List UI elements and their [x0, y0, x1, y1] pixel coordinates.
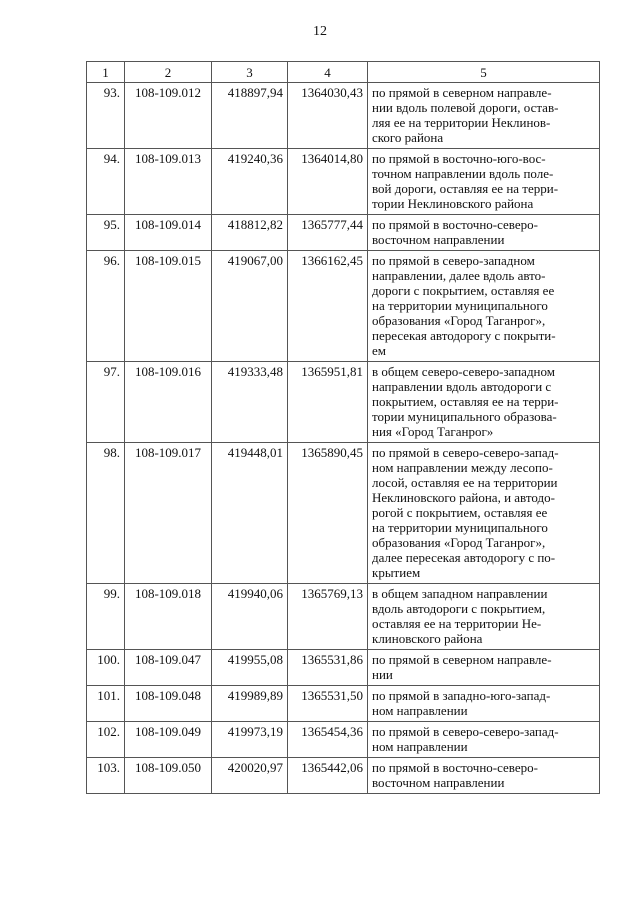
- row-number: 99.: [87, 584, 125, 650]
- description-line: нии вдоль полевой дороги, остав-: [372, 100, 559, 115]
- table-row: [87, 686, 600, 722]
- description-line: тории муниципального образова-: [372, 409, 557, 424]
- row-number: 103.: [87, 758, 125, 794]
- point-code: 108-109.050: [125, 758, 212, 794]
- description-line: образования «Город Таганрог»,: [372, 535, 546, 550]
- description-line: клиновского района: [372, 631, 483, 646]
- coordinate-x: 418812,82: [212, 215, 288, 251]
- description-line: тории Неклиновского района: [372, 196, 534, 211]
- boundary-description: [368, 584, 600, 650]
- coordinate-x: 419989,89: [212, 686, 288, 722]
- table-row: [87, 443, 600, 584]
- description-line: оставляя ее на территории Не-: [372, 616, 542, 631]
- coordinate-x: 419333,48: [212, 362, 288, 443]
- point-code: 108-109.047: [125, 650, 212, 686]
- table-header-row: [87, 62, 600, 83]
- description-line: крытием: [372, 565, 421, 580]
- description-line: в общем западном направлении: [372, 586, 548, 601]
- table-row: [87, 149, 600, 215]
- boundary-description: [368, 362, 600, 443]
- coordinate-x: 419448,01: [212, 443, 288, 584]
- point-code: 108-109.048: [125, 686, 212, 722]
- row-number: 94.: [87, 149, 125, 215]
- description-line: ния «Город Таганрог»: [372, 424, 494, 439]
- description-line: по прямой в северо-северо-запад-: [372, 445, 559, 460]
- description-line: направлении вдоль автодороги с: [372, 379, 552, 394]
- description-line: в общем северо-северо-западном: [372, 364, 555, 379]
- description-line: ном направлении между лесопо-: [372, 460, 553, 475]
- description-line: ном направлении: [372, 703, 468, 718]
- description-line: по прямой в северном направле-: [372, 85, 552, 100]
- coordinate-x: 419955,08: [212, 650, 288, 686]
- table-row: [87, 650, 600, 686]
- description-line: восточном направлении: [372, 232, 505, 247]
- boundary-description: [368, 83, 600, 149]
- row-number: 97.: [87, 362, 125, 443]
- column-header-number: 1: [87, 62, 125, 83]
- coordinate-x: 418897,94: [212, 83, 288, 149]
- description-line: рогой с покрытием, оставляя ее: [372, 505, 548, 520]
- description-line: по прямой в северном направле-: [372, 652, 552, 667]
- description-line: вой дороги, оставляя ее на терри-: [372, 181, 559, 196]
- boundary-description: [368, 251, 600, 362]
- boundary-points-table: [86, 61, 600, 794]
- description-line: по прямой в восточно-юго-вос-: [372, 151, 546, 166]
- boundary-description: [368, 443, 600, 584]
- row-number: 96.: [87, 251, 125, 362]
- coordinate-y: 1366162,45: [288, 251, 368, 362]
- row-number: 101.: [87, 686, 125, 722]
- description-line: лосой, оставляя ее на территории: [372, 475, 558, 490]
- boundary-description: [368, 722, 600, 758]
- point-code: 108-109.014: [125, 215, 212, 251]
- row-number: 100.: [87, 650, 125, 686]
- page-number: 12: [313, 24, 327, 39]
- description-line: направлении, далее вдоль авто-: [372, 268, 546, 283]
- description-line: на территории муниципального: [372, 520, 548, 535]
- point-code: 108-109.017: [125, 443, 212, 584]
- description-line: далее пересекая автодорогу с по-: [372, 550, 556, 565]
- description-line: нии: [372, 667, 393, 682]
- boundary-description: [368, 149, 600, 215]
- coordinate-y: 1365442,06: [288, 758, 368, 794]
- description-line: по прямой в северо-западном: [372, 253, 535, 268]
- description-line: по прямой в восточно-северо-: [372, 760, 538, 775]
- coordinate-y: 1365951,81: [288, 362, 368, 443]
- point-code: 108-109.013: [125, 149, 212, 215]
- description-line: дороги с покрытием, оставляя ее: [372, 283, 555, 298]
- point-code: 108-109.049: [125, 722, 212, 758]
- description-line: покрытием, оставляя ее на терри-: [372, 394, 559, 409]
- row-number: 98.: [87, 443, 125, 584]
- coordinate-x: 419240,36: [212, 149, 288, 215]
- boundary-description: [368, 758, 600, 794]
- table-row: [87, 758, 600, 794]
- coordinate-y: 1365890,45: [288, 443, 368, 584]
- row-number: 95.: [87, 215, 125, 251]
- table-row: [87, 584, 600, 650]
- point-code: 108-109.018: [125, 584, 212, 650]
- description-line: по прямой в северо-северо-запад-: [372, 724, 559, 739]
- description-line: Неклиновского района, и автодо-: [372, 490, 555, 505]
- table-row: [87, 251, 600, 362]
- row-number: 93.: [87, 83, 125, 149]
- coordinate-y: 1365531,86: [288, 650, 368, 686]
- column-header-x: 3: [212, 62, 288, 83]
- coordinate-x: 419067,00: [212, 251, 288, 362]
- description-line: ского района: [372, 130, 444, 145]
- coordinate-x: 419973,19: [212, 722, 288, 758]
- coordinate-y: 1365531,50: [288, 686, 368, 722]
- boundary-description: [368, 650, 600, 686]
- column-header-description: 5: [368, 62, 600, 83]
- coordinate-x: 420020,97: [212, 758, 288, 794]
- row-number: 102.: [87, 722, 125, 758]
- description-line: на территории муниципального: [372, 298, 548, 313]
- description-line: точном направлении вдоль поле-: [372, 166, 554, 181]
- column-header-y: 4: [288, 62, 368, 83]
- boundary-description: [368, 215, 600, 251]
- coordinate-y: 1365769,13: [288, 584, 368, 650]
- description-line: вдоль автодороги с покрытием,: [372, 601, 546, 616]
- description-line: образования «Город Таганрог»,: [372, 313, 546, 328]
- boundary-description: [368, 686, 600, 722]
- description-line: ном направлении: [372, 739, 468, 754]
- description-line: пересекая автодорогу с покрыти-: [372, 328, 556, 343]
- description-line: по прямой в восточно-северо-: [372, 217, 538, 232]
- coordinate-y: 1365777,44: [288, 215, 368, 251]
- column-header-point-code: 2: [125, 62, 212, 83]
- table-row: [87, 215, 600, 251]
- coordinate-y: 1365454,36: [288, 722, 368, 758]
- coordinate-y: 1364014,80: [288, 149, 368, 215]
- point-code: 108-109.012: [125, 83, 212, 149]
- point-code: 108-109.016: [125, 362, 212, 443]
- table-row: [87, 362, 600, 443]
- description-line: по прямой в западно-юго-запад-: [372, 688, 551, 703]
- table-row: [87, 83, 600, 149]
- point-code: 108-109.015: [125, 251, 212, 362]
- table-row: [87, 722, 600, 758]
- description-line: ем: [372, 343, 386, 358]
- coordinate-x: 419940,06: [212, 584, 288, 650]
- description-line: ляя ее на территории Неклинов-: [372, 115, 551, 130]
- description-line: восточном направлении: [372, 775, 505, 790]
- coordinate-y: 1364030,43: [288, 83, 368, 149]
